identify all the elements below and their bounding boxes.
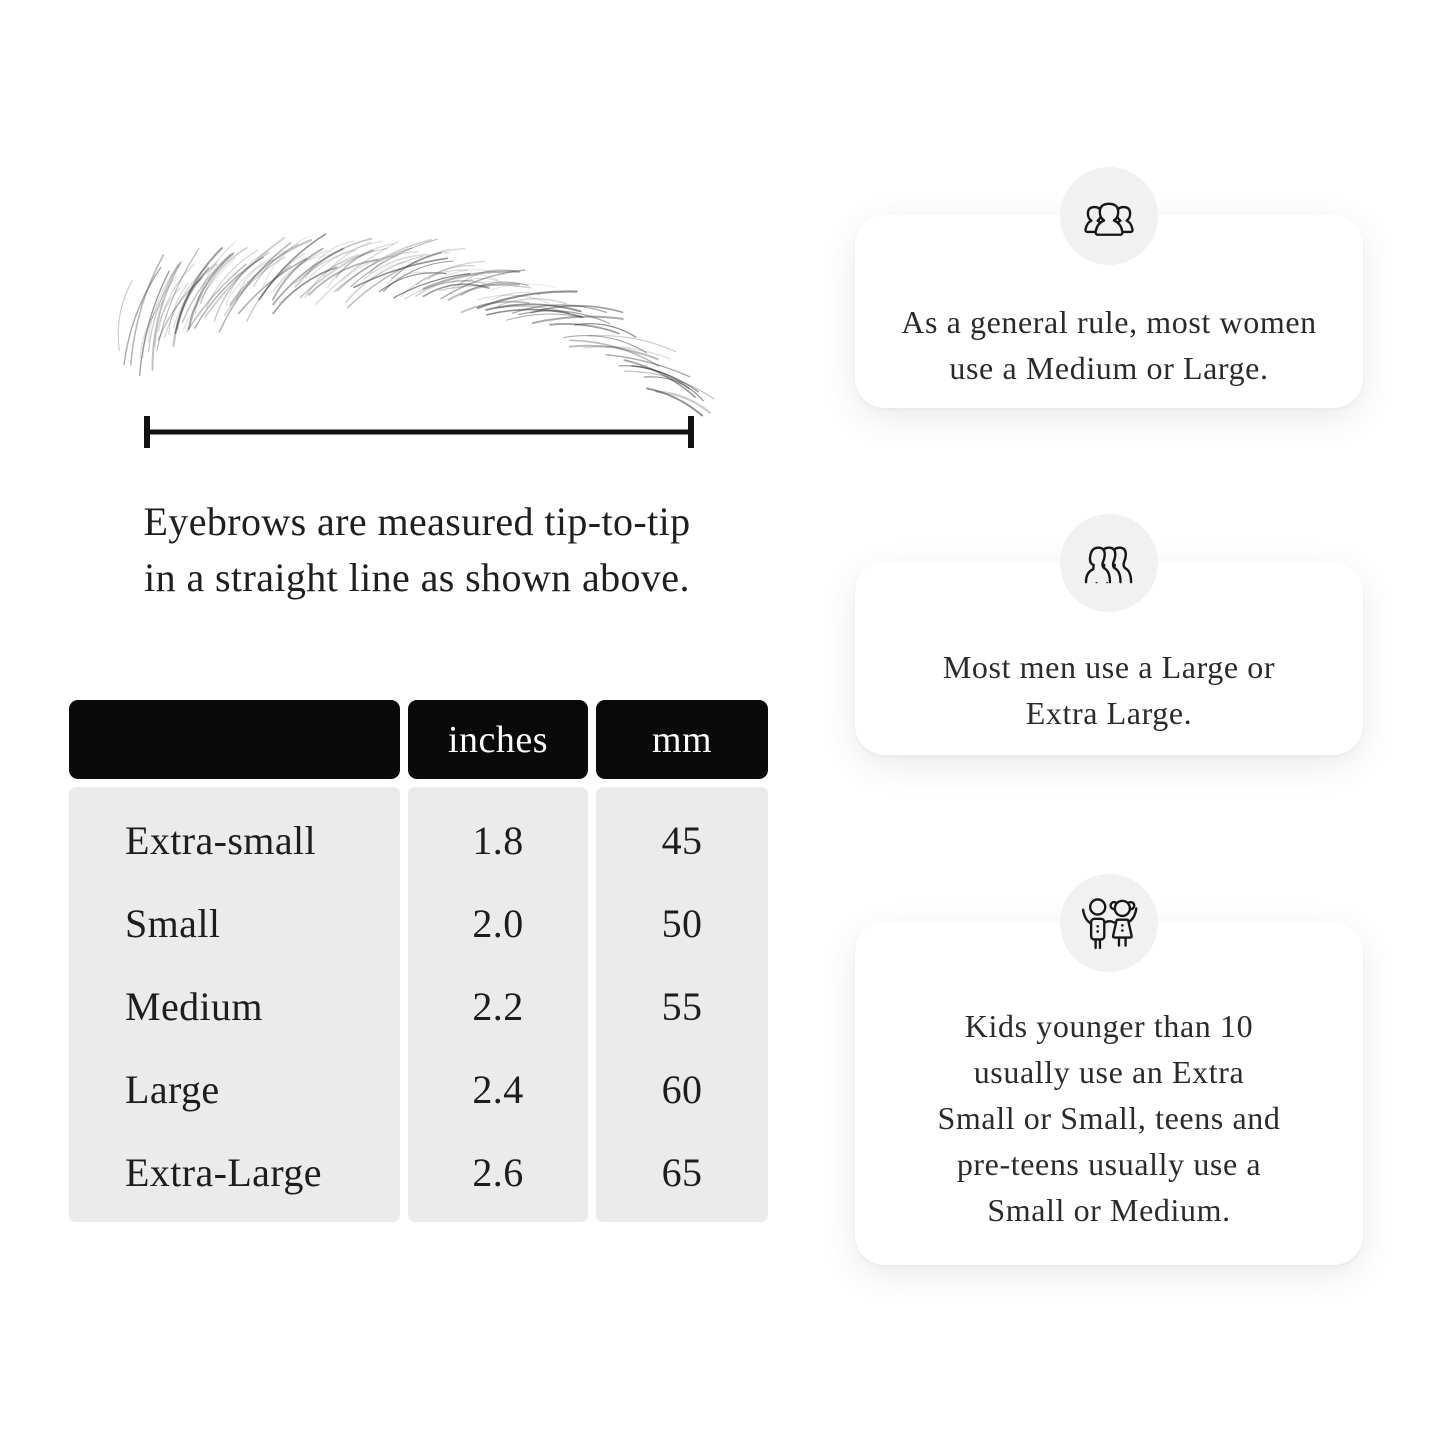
card-text-line: Most men use a Large or [942,648,1276,685]
women-group-icon [1060,167,1158,265]
size-label-cell: Medium [125,984,263,1029]
measurement-line-svg [141,412,697,452]
size-table [69,700,768,1222]
size-label-cell: Small [125,901,221,946]
info-card-kids [855,922,1363,1265]
size-label-cell: Extra-small [125,818,317,863]
mm-value-cell: 60 [661,1067,703,1112]
mm-value-cell: 65 [661,1150,703,1195]
size-label-cell: Extra-Large [125,1150,322,1195]
men-group-icon [1060,514,1158,612]
card-text-line: use a Medium or Large. [949,349,1269,386]
inches-value-cell: 2.6 [472,1150,524,1195]
card-text-line: Kids younger than 10 [964,1007,1254,1044]
inches-value-cell: 2.2 [472,984,524,1029]
eyebrow-sketch-svg [115,228,695,423]
table-header-inches: inches [408,700,588,779]
mm-value-cell: 55 [661,984,703,1029]
card-text-line: Small or Medium. [987,1191,1231,1228]
table-column-mm [596,787,768,1222]
caption-line-1: Eyebrows are measured tip-to-tip [143,499,691,544]
card-text-line: Extra Large. [1025,694,1193,731]
inches-value-cell: 2.4 [472,1067,524,1112]
children-icon [1060,874,1158,972]
table-column-size-labels [69,787,400,1222]
table-header-mm: mm [596,700,768,779]
measurement-caption [55,494,779,606]
table-column-inches [408,787,588,1222]
info-card-men [855,562,1363,755]
inches-value-cell: 1.8 [472,818,524,863]
measurement-line [141,412,697,452]
mm-value-cell: 50 [661,901,703,946]
card-text-line: pre-teens usually use a [956,1145,1262,1182]
eyebrow-illustration [115,228,695,423]
card-text-line: As a general rule, most women [901,303,1317,340]
card-text-line: usually use an Extra [973,1053,1245,1090]
size-label-cell: Large [125,1067,220,1112]
inches-value-cell: 2.0 [472,901,524,946]
mm-value-cell: 45 [661,818,703,863]
info-card-women [855,215,1363,408]
table-header-size [69,700,400,779]
caption-line-2: in a straight line as shown above. [144,555,690,600]
card-text-line: Small or Small, teens and [937,1099,1281,1136]
